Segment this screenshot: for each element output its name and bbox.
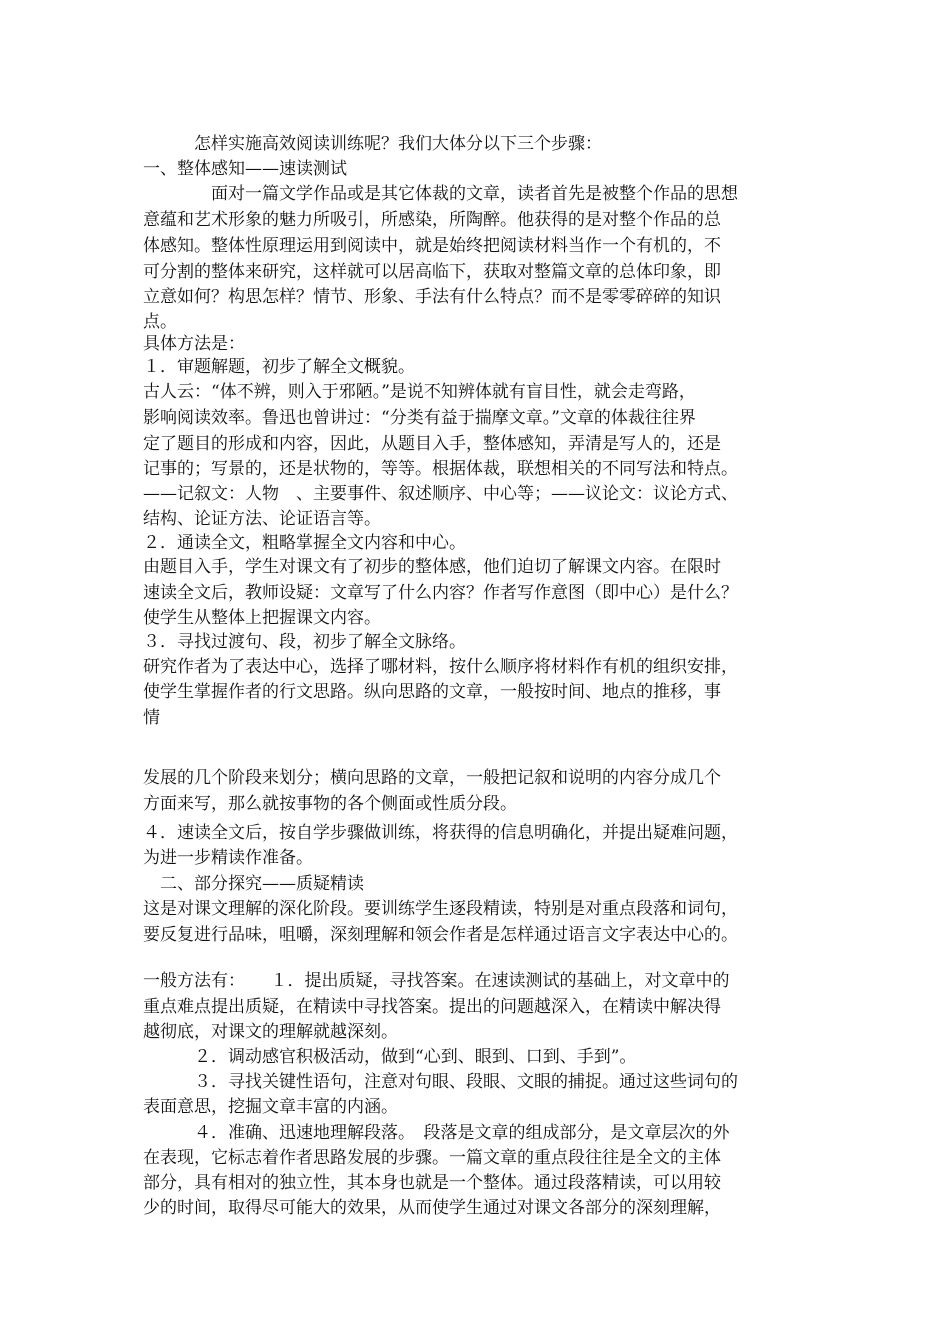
text-line: 意蕴和艺术形象的魅力所吸引，所感染，所陶醉。他获得的是对整个作品的总 (143, 210, 721, 230)
list-item-heading: ４．准确、迅速地理解段落。 段落是文章的组成部分，是文章层次的外 (143, 1123, 730, 1143)
text-line: 为进一步精读作准备。 (143, 848, 313, 868)
text-line: 由题目入手，学生对课文有了初步的整体感，他们迫切了解课文内容。在限时 (143, 557, 721, 577)
text-line: ——记叙文：人物 、主要事件、叙述顺序、中心等；——议论文：议论方式、 (143, 484, 738, 504)
text-line: 在表现，它标志着作者思路发展的步骤。一篇文章的重点段往往是全文的主体 (143, 1148, 721, 1168)
text-line: 古人云：“体不辨，则入于邪陋。”是说不知辨体就有盲目性，就会走弯路， (143, 382, 696, 402)
text-line: 点。 (143, 312, 177, 332)
text-line: 定了题目的形成和内容，因此，从题目入手，整体感知，弄清是写人的，还是 (143, 434, 721, 454)
text-line: 速读全文后，教师设疑：文章写了什么内容？作者写作意图（即中心）是什么？ (143, 583, 738, 603)
text-line: 方面来写，那么就按事物的各个侧面或性质分段。 (143, 794, 517, 814)
text-line: 这是对课文理解的深化阶段。要训练学生逐段精读，特别是对重点段落和词句， (143, 899, 738, 919)
text-line: 越彻底，对课文的理解就越深刻。 (143, 1022, 398, 1042)
text-line: 一般方法有： １．提出质疑，寻找答案。在速读测试的基础上，对文章中的 (143, 971, 730, 991)
section-heading: 一、整体感知——速读测试 (143, 159, 347, 179)
text-line: 重点难点提出质疑，在精读中寻找答案。提出的问题越深入，在精读中解决得 (143, 997, 721, 1017)
section-heading: 二、部分探究——质疑精读 (143, 874, 364, 894)
list-item-heading: ２．通读全文，粗略掌握全文内容和中心。 (143, 533, 466, 553)
text-line: 体感知。整体性原理运用到阅读中，就是始终把阅读材料当作一个有机的，不 (143, 236, 721, 256)
list-item-heading: ３．寻找过渡句、段，初步了解全文脉络。 (143, 632, 466, 652)
text-line: 影响阅读效率。鲁迅也曾讲过：“分类有益于揣摩文章。”文章的体裁往往界 (143, 408, 696, 428)
text-line: 怎样实施高效阅读训练呢？我们大体分以下三个步骤： (143, 134, 602, 154)
text-line: 立意如何？构思怎样？情节、形象、手法有什么特点？而不是零零碎碎的知识 (143, 287, 721, 307)
text-line: 面对一篇文学作品或是其它体裁的文章，读者首先是被整个作品的思想 (143, 184, 738, 204)
text-line: 记事的；写景的，还是状物的，等等。根据体裁，联想相关的不同写法和特点。 (143, 459, 738, 479)
text-line: 部分，具有相对的独立性，其本身也就是一个整体。通过段落精读，可以用较 (143, 1173, 721, 1193)
text-line: 表面意思，挖掘文章丰富的内涵。 (143, 1097, 398, 1117)
text-line: 可分割的整体来研究，这样就可以居高临下，获取对整篇文章的总体印象，即 (143, 262, 721, 282)
list-item-heading: ４．速读全文后，按自学步骤做训练，将获得的信息明确化，并提出疑难问题， (143, 823, 738, 843)
text-line: 具体方法是： (143, 334, 245, 354)
text-line: 结构、论证方法、论证语言等。 (143, 509, 381, 529)
text-line: 要反复进行品味，咀嚼，深刻理解和领会作者是怎样通过语言文字表达中心的。 (143, 925, 738, 945)
text-line: 研究作者为了表达中心，选择了哪材料，按什么顺序将材料作有机的组织安排， (143, 657, 738, 677)
list-item-heading: ２．调动感官积极活动，做到“心到、眼到、口到、手到”。 (143, 1047, 637, 1067)
text-line: 使学生从整体上把握课文内容。 (143, 608, 381, 628)
list-item-heading: １．审题解题，初步了解全文概貌。 (143, 357, 415, 377)
text-line: 少的时间，取得尽可能大的效果，从而使学生通过对课文各部分的深刻理解， (143, 1198, 721, 1218)
text-line: 使学生掌握作者的行文思路。纵向思路的文章，一般按时间、地点的推移，事 (143, 682, 721, 702)
text-line: 发展的几个阶段来划分；横向思路的文章，一般把记叙和说明的内容分成几个 (143, 768, 721, 788)
list-item-heading: ３．寻找关键性语句，注意对句眼、段眼、文眼的捕捉。通过这些词句的 (143, 1072, 738, 1092)
text-line: 情 (143, 708, 160, 728)
